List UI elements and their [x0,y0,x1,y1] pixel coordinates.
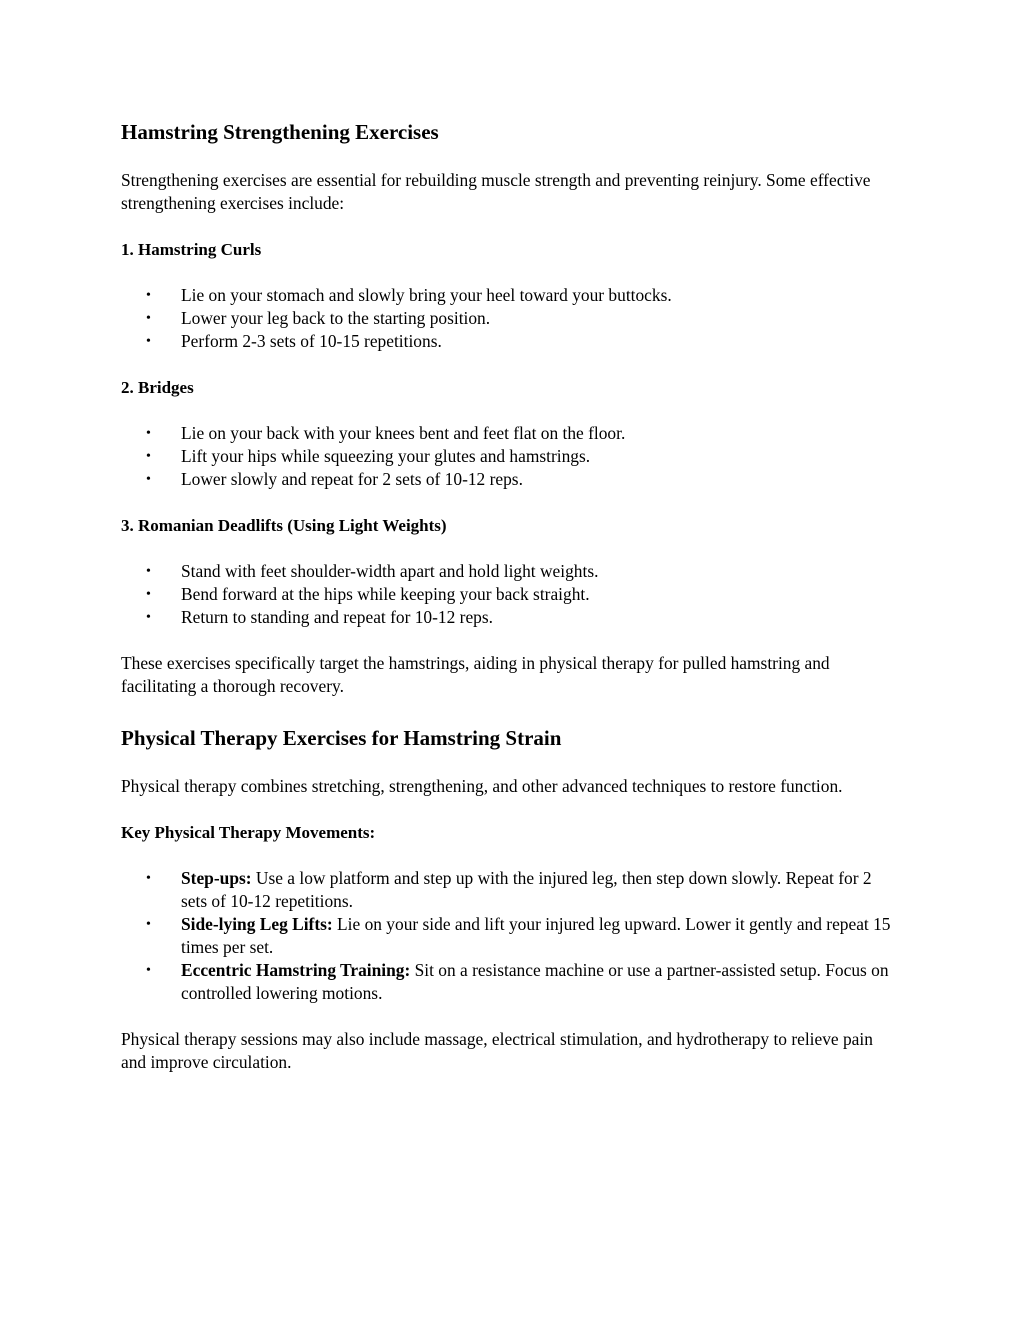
strengthening-conclusion: These exercises specifically target the hamstrings, aiding in physical therapy for pulled hamstring and facilitating a thorough recovery. [121,653,830,696]
movements-list [121,867,901,1005]
list-item: • Step-ups: Use a low platform and step up with the injured leg, then step down slowly. Repeat for 2 sets of 10-12 repetitions. [146,868,872,911]
bullet-icon: • [146,963,151,978]
section-heading-physical-therapy: Physical Therapy Exercises for Hamstring Strain [121,726,562,750]
list-item: • Lie on your back with your knees bent and feet flat on the floor. [146,423,626,443]
exercise-steps-deadlifts [121,560,901,629]
exercise-title-curls: 1. Hamstring Curls [121,240,262,259]
list-item: • Perform 2-3 sets of 10-15 repetitions. [146,331,442,351]
strengthening-intro: Strengthening exercises are essential for rebuilding muscle strength and preventing reinjury. Some effective strengthening exercises include: [121,170,871,213]
bullet-icon: • [146,449,151,464]
list-item: • Lower your leg back to the starting position. [146,308,491,328]
exercise-steps-bridges [121,422,901,491]
bullet-icon: • [146,610,151,625]
bullet-icon: • [146,917,151,932]
bullet-icon: • [146,564,151,579]
bullet-icon: • [146,334,151,349]
exercise-title-deadlifts: 3. Romanian Deadlifts (Using Light Weights) [121,516,447,535]
exercise-steps-curls [121,284,901,353]
section-heading-strengthening: Hamstring Strengthening Exercises [121,120,439,144]
bullet-icon: • [146,288,151,303]
list-item: • Bend forward at the hips while keeping your back straight. [146,584,590,604]
list-item: • Lift your hips while squeezing your glutes and hamstrings. [146,446,591,466]
list-item: • Stand with feet shoulder-width apart and hold light weights. [146,561,599,581]
bullet-icon: • [146,587,151,602]
list-item: • Lower slowly and repeat for 2 sets of 10-12 reps. [146,469,523,489]
list-item: • Eccentric Hamstring Training: Sit on a resistance machine or use a partner-assisted setup. Focus on controlled lowering motions. [146,960,889,1003]
bullet-icon: • [146,426,151,441]
physical-therapy-intro: Physical therapy combines stretching, strengthening, and other advanced techniques to restore function. [121,776,843,796]
bullet-icon: • [146,472,151,487]
movement-name: Side-lying Leg Lifts: [181,914,333,934]
movement-name: Step-ups: [181,868,252,888]
exercise-title-bridges: 2. Bridges [121,378,194,397]
list-item: • Return to standing and repeat for 10-12 reps. [146,607,493,627]
bullet-icon: • [146,311,151,326]
list-item: • Side-lying Leg Lifts: Lie on your side and lift your injured leg upward. Lower it gently and repeat 15 times per set. [146,914,891,957]
physical-therapy-conclusion: Physical therapy sessions may also include massage, electrical stimulation, and hydrotherapy to relieve pain and improve circulation. [121,1029,873,1072]
bullet-icon: • [146,871,151,886]
movement-name: Eccentric Hamstring Training: [181,960,411,980]
movements-subheading: Key Physical Therapy Movements: [121,823,376,842]
list-item: • Lie on your stomach and slowly bring your heel toward your buttocks. [146,285,672,305]
document-page [121,118,901,1074]
